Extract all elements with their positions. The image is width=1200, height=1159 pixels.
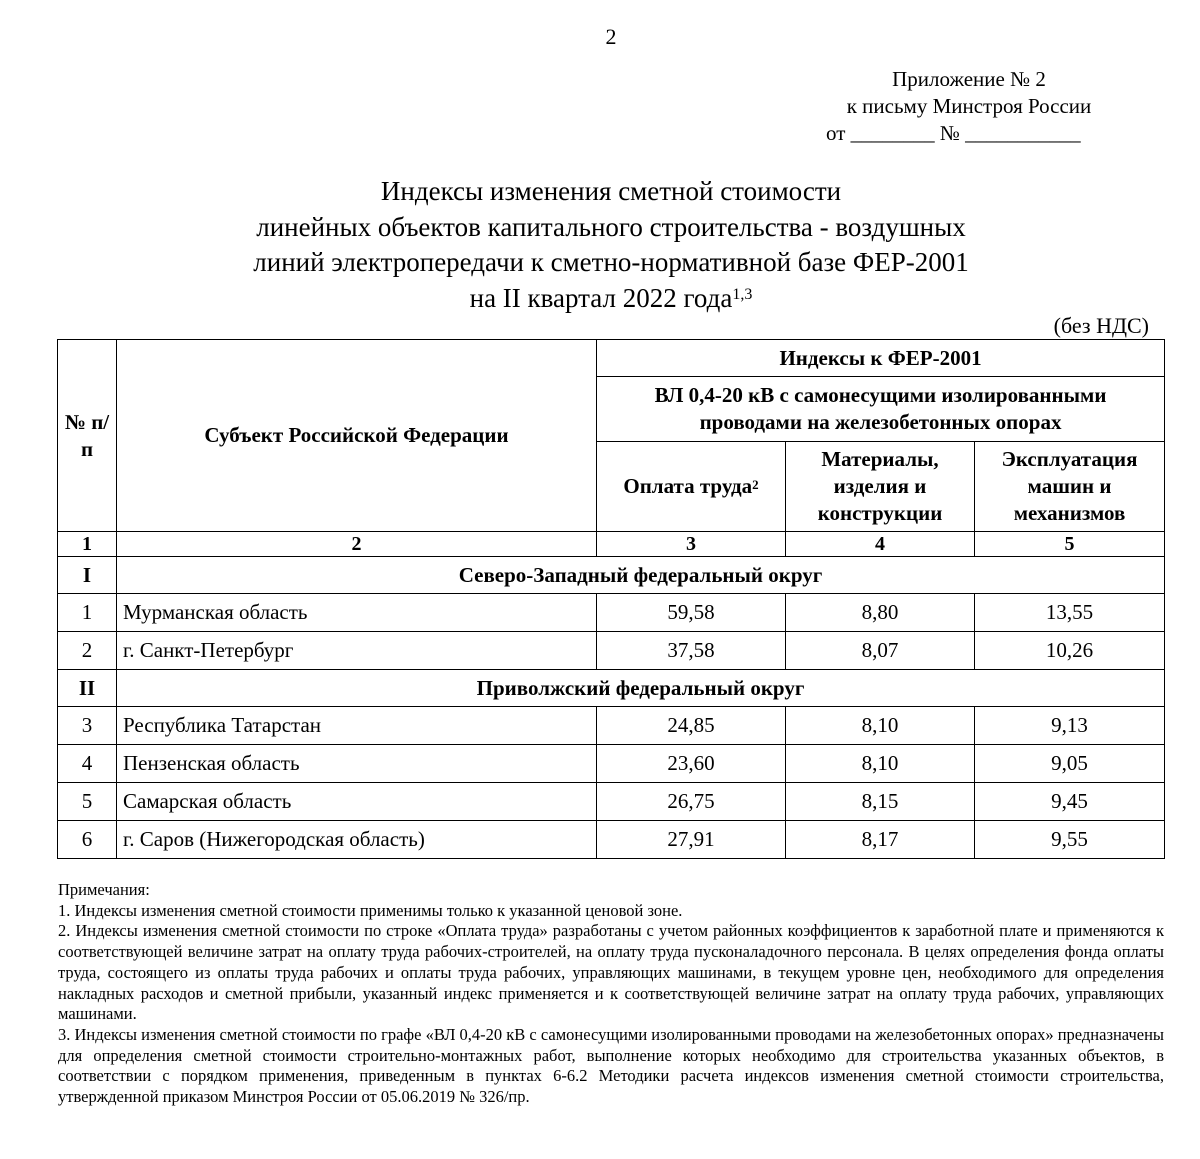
- column-number: 4: [786, 532, 975, 557]
- row-materials: 8,10: [786, 745, 975, 783]
- note-2: 2. Индексы изменения сметной стоимости по строке «Оплата труда» разработаны с учетом районных коэффициентов к заработной плате и применяются к соответствующей величине затрат на оплату труда рабочих-строителей, на оплату труда пусконаладочного персонала. В целях определения фонда оплаты труда, состоящего из оплаты труда рабочих и оплаты труда рабочих, управляющих машинами, в текущем уровне цен, необходимого для определения накладных расходов и сметной прибыли, указанный индекс применяется и к соответствующей величине затрат на оплату труда рабочих, управляющих машинами.: [58, 921, 1164, 1024]
- column-number: 3: [597, 532, 786, 557]
- header-num: № п/п: [58, 340, 117, 532]
- column-number-row: [58, 532, 1165, 557]
- group-id: II: [58, 670, 117, 707]
- row-subject: г. Саров (Нижегородская область): [117, 821, 597, 859]
- row-labor: 26,75: [597, 783, 786, 821]
- appendix-line-2: к письму Минстроя России: [846, 94, 1092, 118]
- row-number: 1: [58, 594, 117, 632]
- header-labor-footnote: 2: [752, 477, 759, 492]
- title-line-4-text: на II квартал 2022 года: [469, 282, 733, 313]
- row-number: 6: [58, 821, 117, 859]
- header-materials: Материалы, изделия и конструкции: [786, 442, 975, 532]
- row-machines: 13,55: [975, 594, 1165, 632]
- header-line-type: ВЛ 0,4-20 кВ с самонесущими изолированными проводами на железобетонных опорах: [597, 377, 1165, 442]
- page-number: 2: [605, 24, 617, 49]
- row-subject: Самарская область: [117, 783, 597, 821]
- table-row: [58, 821, 1165, 859]
- table-row: [58, 707, 1165, 745]
- row-subject: Мурманская область: [117, 594, 597, 632]
- note-3: 3. Индексы изменения сметной стоимости по графе «ВЛ 0,4-20 кВ с самонесущими изолированными проводами на железобетонных опорах» предназначены для определения сметной стоимости строительно-монтажных работ, выполнение которых необходимо для строительства указанных объектов, в соответствии с порядком применения, приведенным в пунктах 6-6.2 Методики расчета индексов изменения сметной стоимости строительства, утвержденной приказом Минстроя России от 05.06.2019 № 326/пр.: [58, 1024, 1164, 1107]
- note-1: 1. Индексы изменения сметной стоимости применимы только к указанной ценовой зоне.: [58, 900, 683, 920]
- row-machines: 9,05: [975, 745, 1165, 783]
- row-labor: 59,58: [597, 594, 786, 632]
- row-machines: 9,13: [975, 707, 1165, 745]
- vat-note: (без НДС): [1053, 313, 1149, 338]
- header-labor: [597, 442, 786, 532]
- row-labor: 24,85: [597, 707, 786, 745]
- indices-table: [57, 339, 1165, 859]
- row-number: 4: [58, 745, 117, 783]
- row-materials: 8,17: [786, 821, 975, 859]
- group-name: Приволжский федеральный округ: [117, 670, 1165, 707]
- row-subject: Пензенская область: [117, 745, 597, 783]
- appendix-line-1: Приложение № 2: [892, 67, 1046, 91]
- header-machines: Эксплуатация машин и механизмов: [975, 442, 1165, 532]
- group-name: Северо-Западный федеральный округ: [117, 557, 1165, 594]
- row-number: 2: [58, 632, 117, 670]
- appendix-line-3: от ________ № ___________: [826, 121, 1081, 145]
- row-machines: 10,26: [975, 632, 1165, 670]
- column-number: 2: [117, 532, 597, 557]
- row-labor: 27,91: [597, 821, 786, 859]
- row-labor: 37,58: [597, 632, 786, 670]
- row-labor: 23,60: [597, 745, 786, 783]
- row-subject: г. Санкт-Петербург: [117, 632, 597, 670]
- header-indices: Индексы к ФЕР-2001: [597, 340, 1165, 377]
- row-materials: 8,07: [786, 632, 975, 670]
- appendix-block: [826, 66, 1112, 147]
- title-line-2: линейных объектов капитального строительства - воздушных: [256, 211, 966, 242]
- row-number: 5: [58, 783, 117, 821]
- notes-heading: Примечания:: [58, 880, 150, 899]
- row-materials: 8,80: [786, 594, 975, 632]
- title-line-1: Индексы изменения сметной стоимости: [380, 176, 842, 206]
- row-materials: 8,10: [786, 707, 975, 745]
- group-id: I: [58, 557, 117, 594]
- title-line-4: [0, 281, 1200, 317]
- header-subject: Субъект Российской Федерации: [117, 340, 597, 532]
- table-row: [58, 632, 1165, 670]
- row-materials: 8,15: [786, 783, 975, 821]
- table-row: [58, 594, 1165, 632]
- column-number: 1: [58, 532, 117, 557]
- table-row: [58, 745, 1165, 783]
- group-row: [58, 557, 1165, 594]
- title-footnote-ref: 1,3: [732, 285, 753, 303]
- notes-block: [58, 880, 1164, 1108]
- document-title: [0, 174, 1200, 316]
- table-row: [58, 783, 1165, 821]
- row-subject: Республика Татарстан: [117, 707, 597, 745]
- title-line-3: линий электропередачи к сметно-нормативной базе ФЕР-2001: [253, 247, 969, 277]
- header-labor-text: Оплата труда: [623, 474, 753, 498]
- row-machines: 9,55: [975, 821, 1165, 859]
- column-number: 5: [975, 532, 1165, 557]
- group-row: [58, 670, 1165, 707]
- row-number: 3: [58, 707, 117, 745]
- row-machines: 9,45: [975, 783, 1165, 821]
